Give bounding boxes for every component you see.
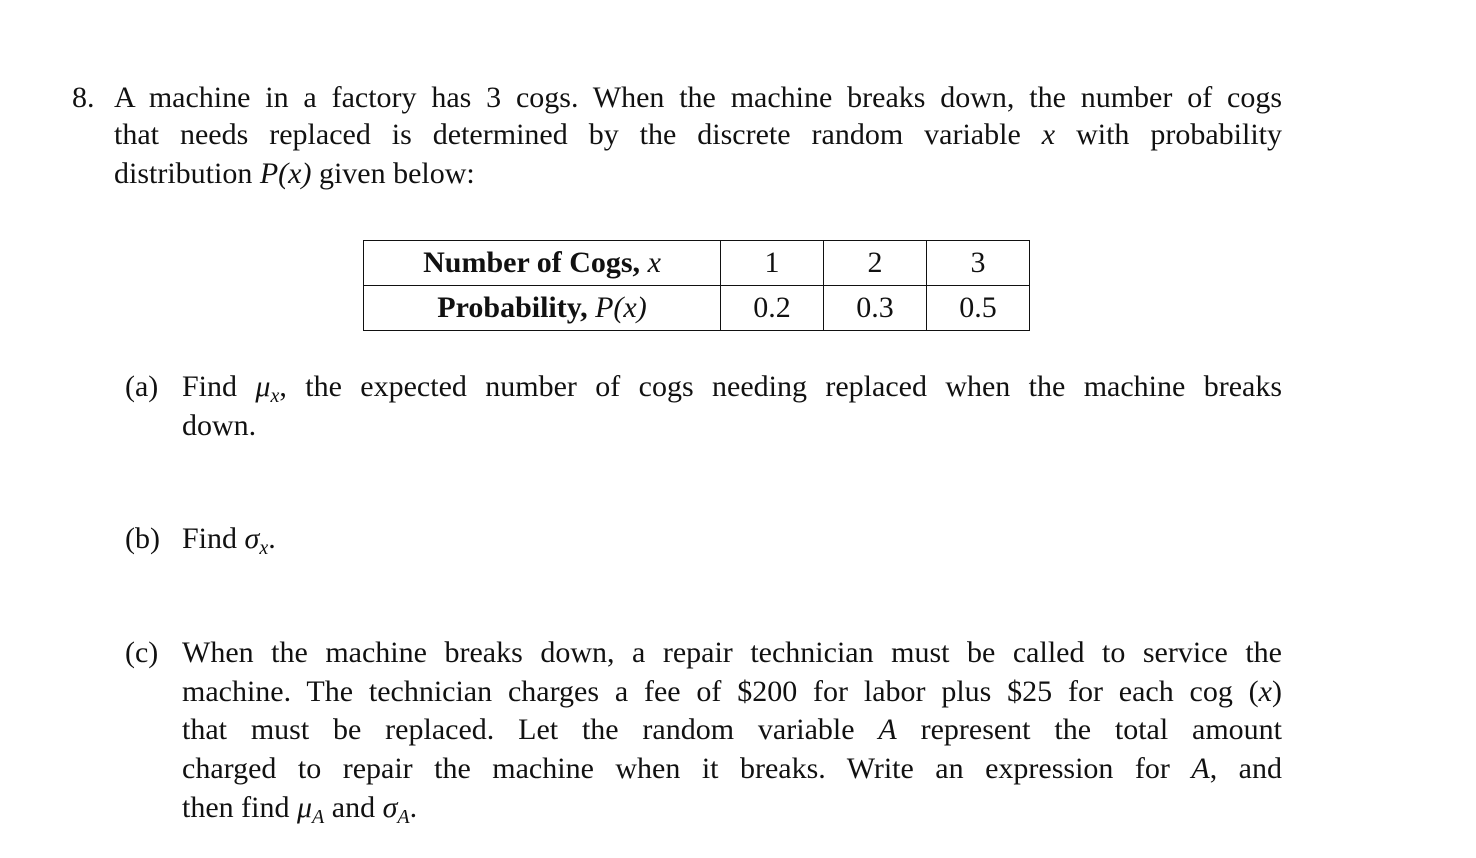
sigma-symbol: σ <box>244 522 260 555</box>
probability-distribution-table <box>363 240 1030 331</box>
problem-text-1: A machine in a factory has 3 cogs. When the machine breaks down, the number of cogs <box>114 81 1282 114</box>
part-c-line-4 <box>182 751 1282 787</box>
part-c-text-6: charged to repair the machine when it breaks. Write an expression for <box>182 752 1170 785</box>
var-a: A <box>1191 752 1210 785</box>
problem-text-4: distribution <box>114 157 253 190</box>
mu-symbol: μ <box>296 791 313 824</box>
part-c-text-7: , and <box>1209 752 1282 785</box>
part-c-text-2: machine. The technician charges a fee of $200 for labor plus $25 for each cog ( <box>182 675 1259 708</box>
part-c-line-3 <box>182 712 1282 748</box>
mu-symbol: μ <box>255 370 271 403</box>
part-b-label: (b) <box>125 522 160 555</box>
problem-line-3 <box>114 156 475 192</box>
problem-number: 8. <box>72 81 95 114</box>
table-header-cogs <box>364 241 721 286</box>
part-b-line <box>182 521 276 557</box>
part-b-find: Find <box>182 522 238 555</box>
var-a: A <box>878 713 897 746</box>
part-c-line-2 <box>182 674 1282 710</box>
header-cogs-var: x <box>647 246 661 279</box>
part-b-period: . <box>268 522 276 555</box>
part-c-text-4: that must be replaced. Let the random variable <box>182 713 855 746</box>
part-c-text-8: then find <box>182 791 290 824</box>
mu-subscript: A <box>312 806 325 828</box>
header-cogs-label: Number of Cogs, <box>423 246 641 279</box>
table-cell: 0.5 <box>927 286 1030 331</box>
header-probability-var: P(x) <box>595 291 647 324</box>
problem-line-1 <box>114 80 1282 116</box>
sigma-subscript: x <box>259 537 269 559</box>
table-cell: 0.3 <box>824 286 927 331</box>
header-probability-label: Probability, <box>437 291 588 324</box>
sigma-subscript: A <box>397 806 410 828</box>
part-a-line-1 <box>182 369 1282 405</box>
problem-text-3: with probability <box>1076 118 1283 151</box>
table-cell: 0.2 <box>721 286 824 331</box>
part-c-label: (c) <box>125 636 159 669</box>
table-row-cogs <box>364 241 1030 286</box>
part-c-line-5 <box>182 790 417 826</box>
problem-line-2 <box>114 117 1282 153</box>
table-cell: 1 <box>721 241 824 286</box>
part-c-line-1 <box>182 635 1282 671</box>
problem-text-2: that needs replaced is determined by the discrete random variable <box>114 118 1021 151</box>
part-a-label: (a) <box>125 370 159 403</box>
table-cell: 3 <box>927 241 1030 286</box>
part-c-text-5: represent the total amount <box>920 713 1283 746</box>
part-c-text-1: When the machine breaks down, a repair technician must be called to service the <box>182 636 1282 669</box>
table-cell: 2 <box>824 241 927 286</box>
part-a-find: Find <box>182 370 238 403</box>
var-x: x <box>1258 675 1272 708</box>
p-of-x: P(x) <box>259 157 312 190</box>
part-c-text-3: ) <box>1272 675 1282 708</box>
part-c-text-9: and <box>331 791 376 824</box>
table-row-probability <box>364 286 1030 331</box>
mu-subscript: x <box>270 385 280 407</box>
part-a-text: , the expected number of cogs needing replaced when the machine breaks <box>279 370 1283 403</box>
sigma-symbol: σ <box>382 791 398 824</box>
table-header-probability <box>364 286 721 331</box>
part-c-period: . <box>409 791 418 824</box>
var-x: x <box>1041 118 1056 151</box>
problem-text-5: given below: <box>318 157 475 190</box>
part-a-text-2: down. <box>182 409 257 442</box>
part-a-line-2 <box>182 408 256 444</box>
